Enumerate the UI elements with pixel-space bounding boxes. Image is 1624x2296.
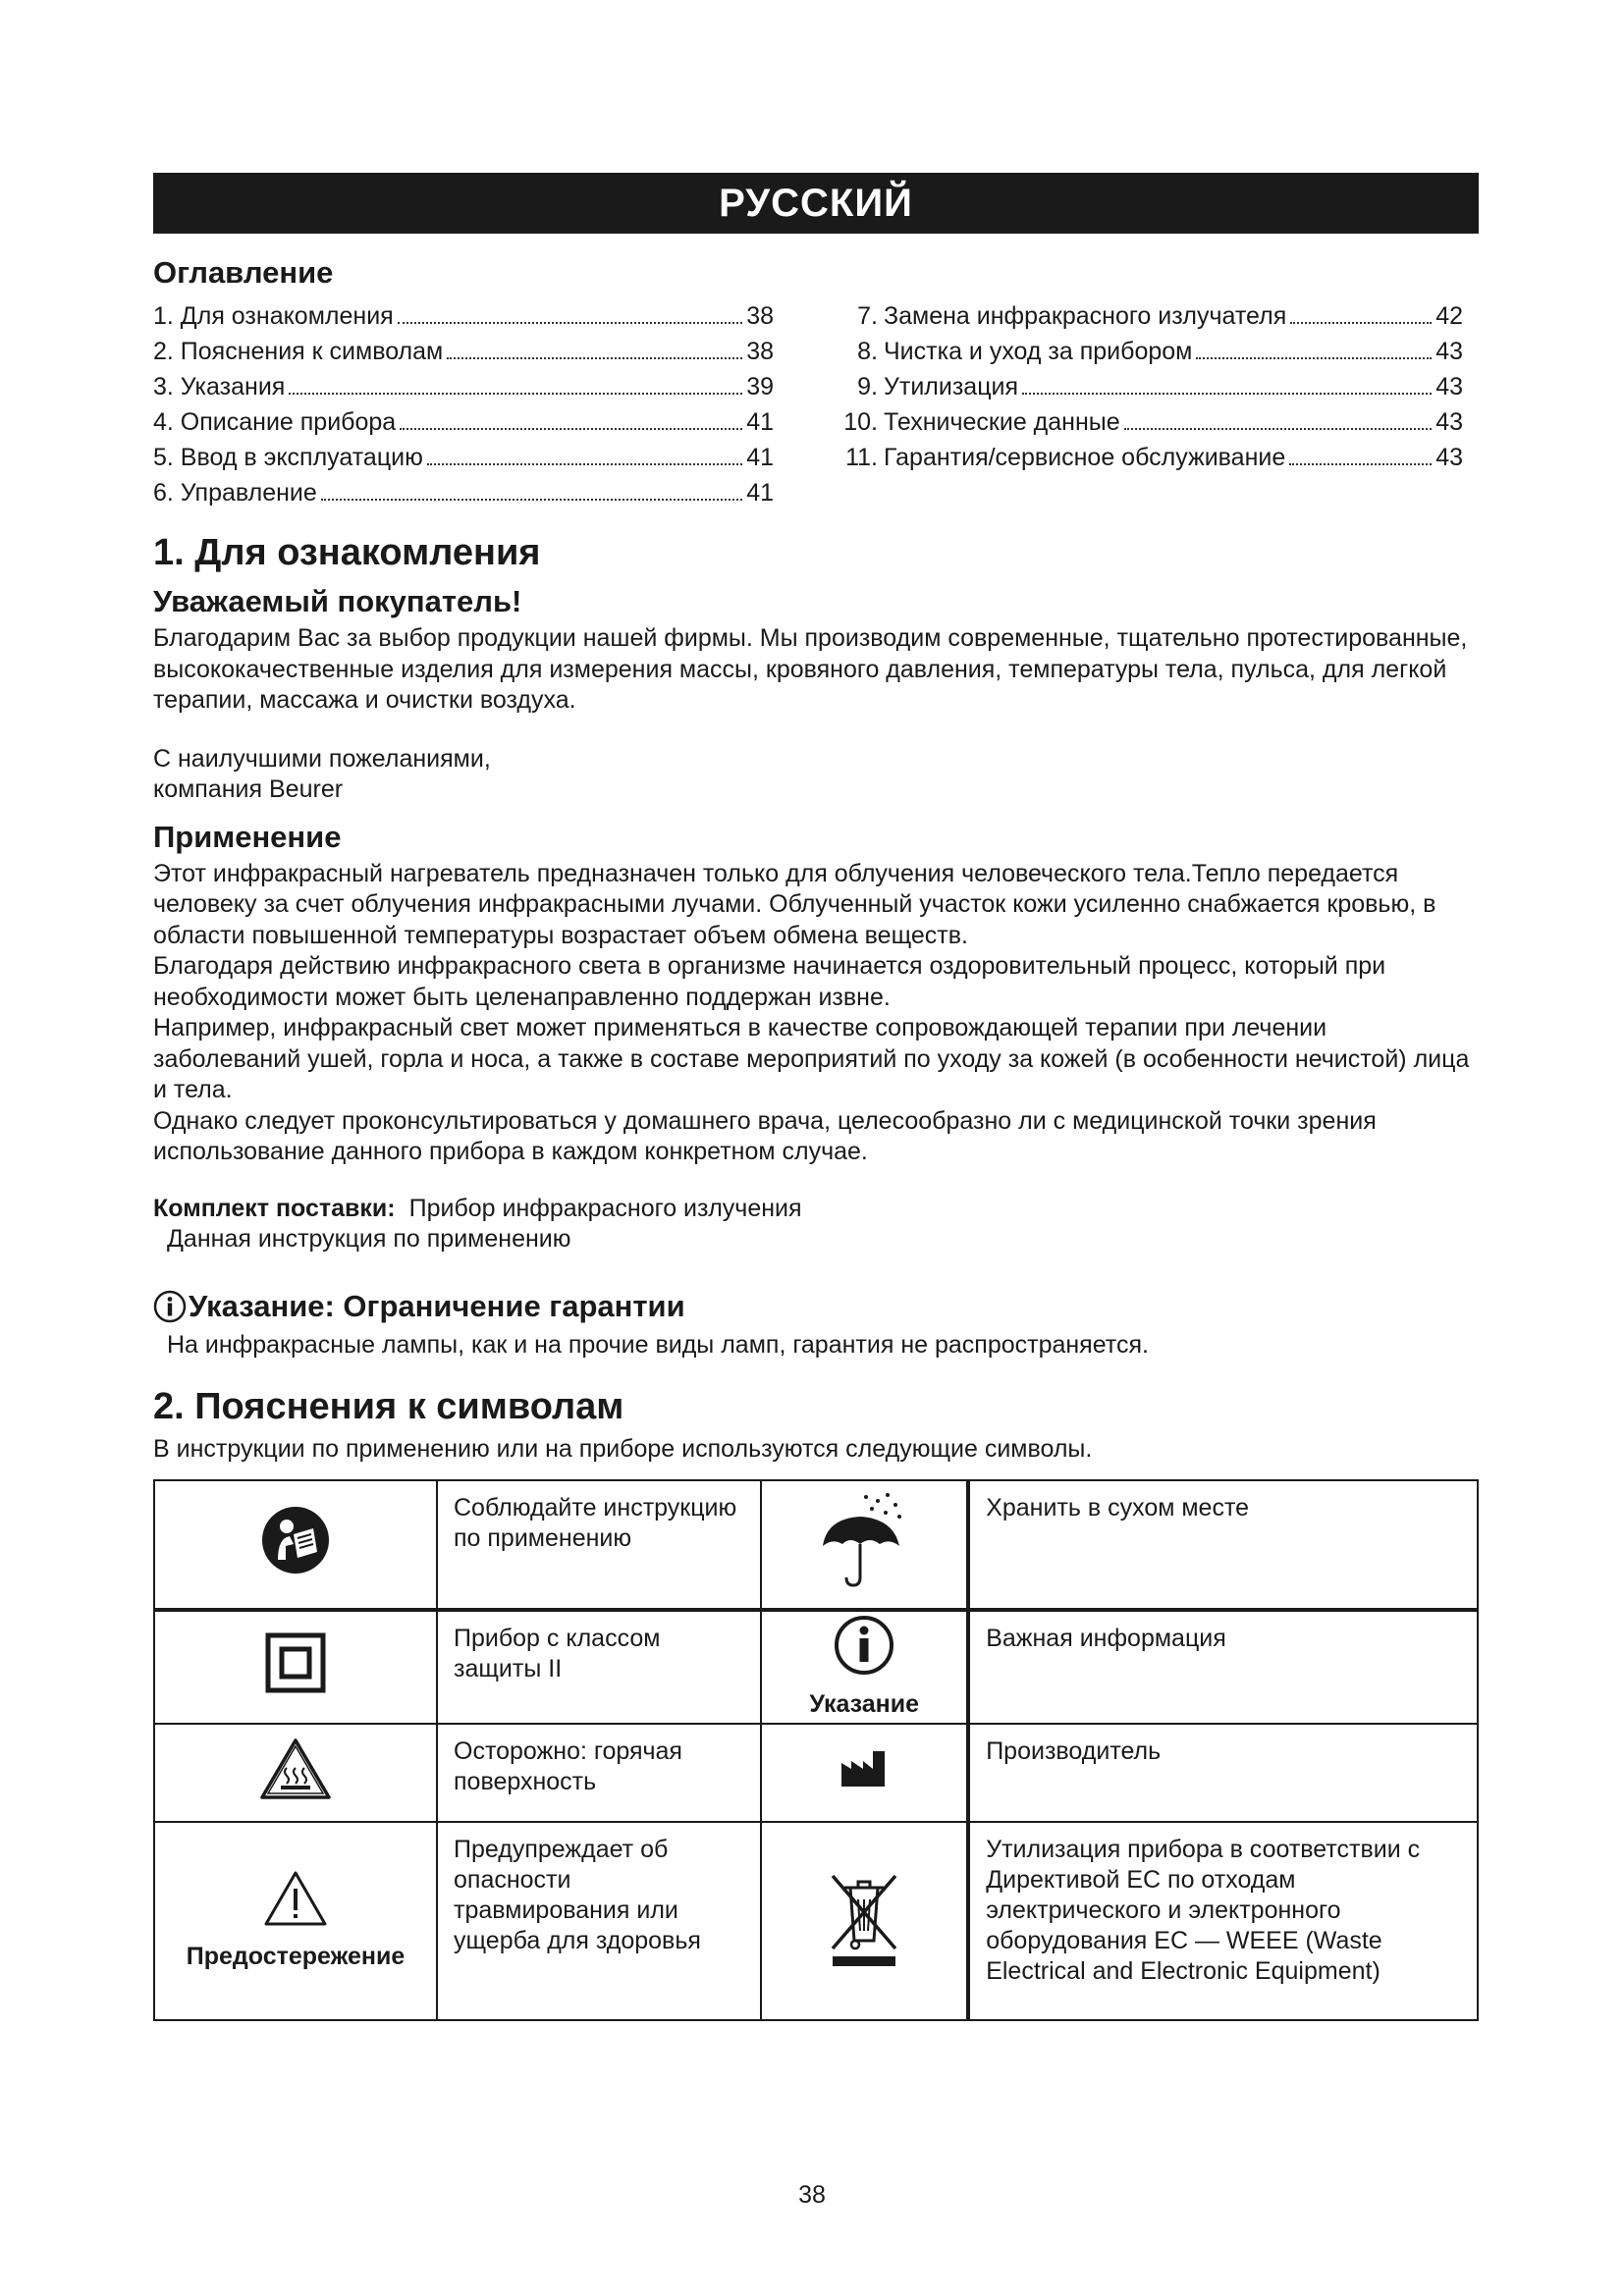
kit-label: Комплект поставки: xyxy=(153,1194,396,1222)
section-1-title: 1. Для ознакомления xyxy=(153,532,541,573)
toc-entry[interactable]: 6. Управление 41 xyxy=(153,479,774,507)
table-row xyxy=(154,1480,1478,1610)
greeting: Уважаемый покупатель! xyxy=(153,584,522,618)
symbol-caption: Указание xyxy=(809,1689,920,1718)
info-icon xyxy=(153,1290,187,1323)
symbol-caption: Предостережение xyxy=(186,1943,406,1970)
symbols-table xyxy=(153,1479,1479,2021)
symbol-description: Предупреждает об опасности травмирования или ущерба для здоровья xyxy=(437,1822,761,2020)
page-number: 38 xyxy=(798,2181,826,2209)
usage-paragraph: Этот инфракрасный нагреватель предназначен только для облучения человеческого тела.Тепло передается человеку за счет облучения инфракрасными лучами. Облученный участок кожи усиленно снабжается кровью, в области повышенной температуры возрастает объем обмена веществ. xyxy=(153,859,1436,949)
symbol-description: Прибор с классом защиты II xyxy=(437,1610,761,1724)
symbol-cell xyxy=(761,1724,968,1822)
warning-icon xyxy=(263,1869,328,1928)
toc-entry[interactable]: 1. Для ознакомления 38 xyxy=(153,302,774,330)
symbol-description: Соблюдайте инструкцию по применению xyxy=(437,1480,761,1610)
symbol-description: Хранить в сухом месте xyxy=(968,1480,1478,1610)
weee-bin-icon xyxy=(825,1866,903,1968)
symbol-cell xyxy=(154,1724,437,1822)
toc-entry[interactable]: 8. Чистка и уход за прибором 43 xyxy=(857,338,1463,365)
language-header: РУССКИЙ xyxy=(153,173,1479,234)
usage-title: Применение xyxy=(153,819,342,854)
table-of-contents xyxy=(153,298,1479,510)
usage-paragraph: Однако следует проконсультироваться у домашнего врача, целесообразно ли с медицинской точки зрения использование данного прибора в каждом конкретном случае. xyxy=(153,1106,1377,1165)
symbol-cell xyxy=(761,1822,968,2020)
toc-entry[interactable]: 7. Замена инфракрасного излучателя 42 xyxy=(857,302,1463,330)
toc-entry[interactable]: 3. Указания 39 xyxy=(153,373,774,400)
hot-surface-icon xyxy=(259,1736,332,1801)
toc-right-column xyxy=(835,298,1463,510)
toc-entry[interactable]: 9. Утилизация 43 xyxy=(857,373,1463,400)
table-row xyxy=(154,1822,1478,2020)
toc-entry[interactable]: 10. Технические данные 43 xyxy=(843,408,1463,436)
manufacturer-icon xyxy=(839,1751,889,1787)
regards-line: С наилучшими пожеланиями, xyxy=(153,744,491,773)
info-icon xyxy=(834,1615,894,1676)
symbol-cell xyxy=(154,1610,437,1724)
company-name: компания Beurer xyxy=(153,775,344,803)
toc-entry[interactable]: 4. Описание прибора 41 xyxy=(153,408,774,436)
table-row xyxy=(154,1610,1478,1724)
section-2-title: 2. Пояснения к символам xyxy=(153,1386,624,1427)
intro-paragraph: Благодарим Вас за выбор продукции нашей фирмы. Мы производим современные, тщательно протестированные, высококачественные изделия для измерения массы, кровяного давления, температуры тела, пульса, для легкой терапии, массажа и очистки воздуха. xyxy=(153,624,1468,714)
symbols-intro: В инструкции по применению или на приборе используются следующие символы. xyxy=(153,1435,1093,1463)
delivery-contents xyxy=(153,1194,1479,1255)
symbol-cell xyxy=(154,1822,437,2020)
table-row xyxy=(154,1724,1478,1822)
symbol-cell xyxy=(154,1480,437,1610)
kit-item: Данная инструкция по применению xyxy=(167,1225,571,1253)
warranty-note-text: На инфракрасные лампы, как и на прочие виды ламп, гарантия не распространяется. xyxy=(167,1330,1149,1359)
read-manual-icon xyxy=(260,1505,331,1575)
umbrella-icon xyxy=(817,1491,911,1589)
symbol-cell xyxy=(761,1610,968,1724)
usage-paragraph: Например, инфракрасный свет может применяться в качестве сопровождающей терапии при лечении заболеваний ушей, горла и носа, а также в составе мероприятий по уходу за кожей (в особенности нечистой) лица и тела. xyxy=(153,1014,1470,1103)
toc-left-column xyxy=(153,298,774,510)
class-ii-icon xyxy=(265,1632,326,1693)
kit-item: Прибор инфракрасного излучения xyxy=(408,1194,802,1222)
toc-entry[interactable]: 11. Гарантия/сервисное обслуживание 43 xyxy=(845,444,1463,471)
warranty-note-title: Указание: Ограничение гарантии xyxy=(153,1289,1479,1324)
symbol-description: Производитель xyxy=(968,1724,1478,1822)
symbol-description: Осторожно: горячая поверхность xyxy=(437,1724,761,1822)
symbol-cell xyxy=(761,1480,968,1610)
page xyxy=(153,173,1479,2021)
symbol-description: Важная информация xyxy=(968,1610,1478,1724)
usage-paragraph: Благодаря действию инфракрасного света в организме начинается оздоровительный процесс, который при необходимости может быть целенаправленно поддержан извне. xyxy=(153,952,1386,1011)
toc-entry[interactable]: 5. Ввод в эксплуатацию 41 xyxy=(153,444,774,471)
toc-entry[interactable]: 2. Пояснения к символам 38 xyxy=(153,338,774,365)
toc-title: Оглавление xyxy=(153,255,334,290)
symbol-description: Утилизация прибора в соответствии с Директивой ЕС по отходам электрического и электронного оборудования ЕС — WEEE (Waste Electrical and Electronic Equipment) xyxy=(968,1822,1478,2020)
